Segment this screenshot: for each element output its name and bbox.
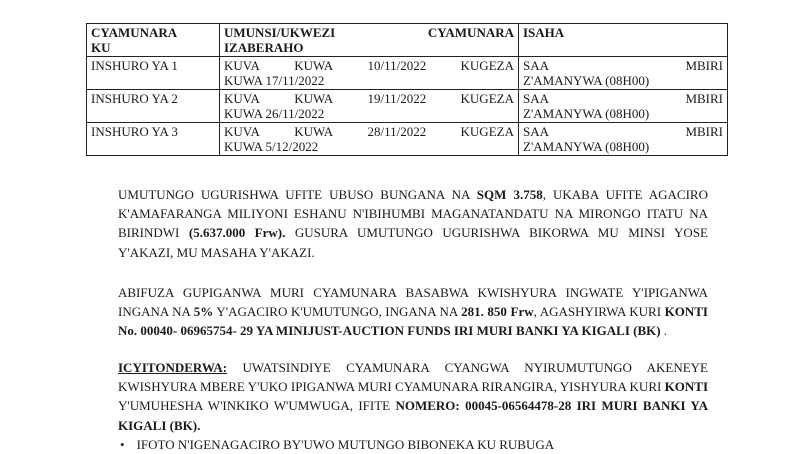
paragraph-text: , UKABA UFITE AGACIRO K'AMAFARANGA MILIYONI ESHANU N'IBIHUMBI MAGANATANDATU NA MIRONGO ITATU NA BIRINDWI	[118, 187, 708, 241]
date-cell	[220, 123, 519, 156]
cell-word: KUVA	[224, 124, 260, 139]
table-row	[87, 123, 728, 156]
cell-word: SAA	[523, 91, 550, 106]
table-row	[87, 57, 728, 90]
cell-word: KUVA	[224, 91, 260, 106]
bidding-deposit-paragraph	[118, 283, 708, 341]
header-time	[519, 24, 728, 57]
cell-line: Z'AMANYWA (08H00)	[523, 73, 650, 88]
deposit-account: KONTI No. 00040- 06965754- 29 YA MINIJUST-AUCTION FUNDS IRI MURI BANKI YA KIGALI (BK)	[118, 304, 708, 339]
paragraph-text: GUSURA UMUTUNGO UGURISHWA BIKORWA MU MINSI YOSE Y'AKAZI, MU MASAHA Y'AKAZI.	[118, 225, 708, 260]
deposit-percent: 5%	[193, 304, 214, 320]
property-value: (5.637.000 Frw).	[188, 225, 286, 241]
cell-word: KUVA	[224, 58, 260, 73]
paragraph-text: UMUTUNGO UGURISHWA UFITE UBUSO BUNGANA NA	[118, 187, 477, 202]
cell-line: KUWA 26/11/2022	[224, 106, 325, 121]
property-description-paragraph	[118, 185, 708, 262]
cell-line: KUWA 17/11/2022	[224, 73, 325, 88]
cell-word: MBIRI	[685, 124, 723, 139]
cell-word: SAA	[523, 124, 550, 139]
header-text: KU	[91, 40, 111, 55]
paragraph-text: Y'AGACIRO K'UMUTUNGO, INGANA NA	[213, 304, 462, 320]
paragraph-text: .	[660, 323, 668, 339]
bullet-text: IFOTO N'IGENAGACIRO BY'UWO MUTUNGO BIBONEKA KU RUBUGA	[136, 437, 555, 452]
round-cell: INSHURO YA 2	[87, 90, 220, 123]
header-text: CYAMUNARA	[427, 25, 514, 40]
cell-line: Z'AMANYWA (08H00)	[523, 106, 650, 121]
cell-word: KUGEZA	[460, 58, 514, 73]
cell-word: 28/11/2022	[367, 124, 427, 139]
table-header-row	[87, 24, 728, 57]
header-text: IZABERAHO	[224, 40, 304, 55]
cell-word: 10/11/2022	[367, 58, 427, 73]
header-text: ISAHA	[523, 25, 565, 40]
paragraph-text: ABIFUZA GUPIGANWA MURI CYAMUNARA BASABWA KWISHYURA INGWATE Y'IPIGANWA INGANA NA	[118, 285, 708, 320]
cell-word: KUWA	[294, 58, 334, 73]
cell-word: MBIRI	[685, 58, 723, 73]
time-cell	[519, 123, 728, 156]
bullet-item	[120, 436, 554, 454]
cell-word: MBIRI	[685, 91, 723, 106]
header-date	[220, 24, 519, 57]
paragraph-text: Y'UMUHESHA W'INKIKO W'UMWUGA, IFITE	[118, 398, 396, 414]
note-label: ICYITONDERWA:	[118, 360, 228, 375]
round-cell: INSHURO YA 3	[87, 123, 220, 156]
date-cell	[220, 90, 519, 123]
header-text: CYAMUNARA	[91, 25, 178, 40]
note-paragraph	[118, 358, 708, 435]
property-area: SQM 3.758	[476, 187, 543, 202]
paragraph-text: , AGASHYIRWA KURI	[533, 304, 665, 320]
cell-word: KUWA	[294, 91, 334, 106]
cell-word: KUWA	[294, 124, 334, 139]
header-auction-round	[87, 24, 220, 57]
deposit-amount: 281. 850 Frw	[461, 304, 534, 320]
auction-schedule-table	[86, 23, 728, 156]
cell-line: Z'AMANYWA (08H00)	[523, 139, 650, 154]
date-cell	[220, 57, 519, 90]
paragraph-text: UWATSINDIYE CYAMUNARA CYANGWA NYIRUMUTUNGO AKENEYE KWISHYURA MBERE Y'UKO IPIGANWA MURI CYAMUNARA RIRANGIRA, YISHYURA KURI	[118, 360, 708, 395]
bailiff-account-number: NOMERO: 00045-06564478-28 IRI MURI BANKI YA KIGALI (BK).	[118, 398, 708, 433]
cell-word: KUGEZA	[460, 124, 514, 139]
time-cell	[519, 90, 728, 123]
time-cell	[519, 57, 728, 90]
round-cell: INSHURO YA 1	[87, 57, 220, 90]
table-row	[87, 90, 728, 123]
account-word: KONTI	[664, 379, 708, 395]
cell-word: 19/11/2022	[367, 91, 427, 106]
bullet-icon: •	[120, 437, 125, 452]
cell-line: KUWA 5/12/2022	[224, 139, 319, 154]
cell-word: SAA	[523, 58, 550, 73]
cell-word: KUGEZA	[460, 91, 514, 106]
header-text: UMUNSI/UKWEZI	[224, 25, 336, 40]
